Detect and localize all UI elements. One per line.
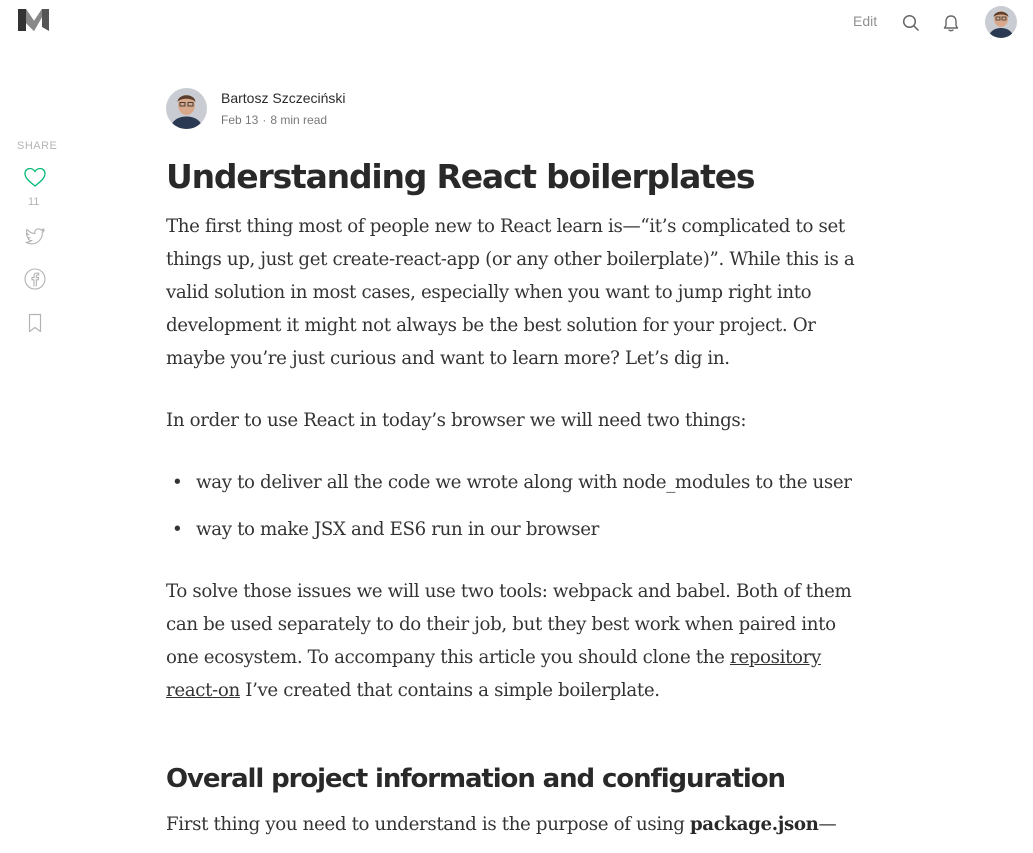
user-avatar[interactable] (985, 6, 1017, 38)
paragraph-line: things up, just get create-react-app (or any other boilerplate)”. While this is a (166, 249, 855, 270)
paragraph-line: In order to use React in today’s browser we will need two things: (166, 410, 747, 431)
search-icon[interactable] (900, 12, 922, 34)
paragraph-line (166, 674, 866, 707)
paragraph-line: The first thing most of people new to React learn is—“it’s complicated to set (166, 216, 845, 237)
paragraph-line: maybe you’re just curious and want to learn more? Let’s dig in. (166, 348, 730, 369)
bullet-marker: • (172, 519, 183, 540)
paragraph-line (166, 808, 866, 841)
paragraph-text: I’ve created that contains a simple boilerplate. (239, 680, 660, 701)
share-label: SHARE (17, 140, 58, 152)
read-time: 8 min read (270, 113, 328, 127)
list-item-text: way to deliver all the code we wrote along with node_modules to the user (196, 472, 852, 493)
package-json-term: package.json (689, 814, 819, 835)
paragraph-package-json (166, 808, 866, 841)
author-avatar[interactable] (166, 88, 207, 129)
bullet-marker: • (172, 472, 183, 493)
paragraph-line (166, 641, 866, 674)
paragraph-text: one ecosystem. To accompany this article you should clone the (166, 647, 730, 668)
twitter-icon[interactable] (23, 224, 47, 248)
article-title: Understanding React boilerplates (166, 157, 755, 196)
paragraph-tools (166, 575, 866, 707)
paragraph-line: valid solution in most cases, especially when you want to jump right into (166, 282, 812, 303)
post-meta (221, 113, 327, 127)
paragraph-text: First thing you need to understand is the purpose of using (166, 814, 690, 835)
repository-link-continued[interactable]: react-on (166, 680, 240, 701)
bell-icon[interactable] (940, 12, 962, 34)
facebook-icon[interactable] (23, 267, 47, 291)
bookmark-icon[interactable] (23, 311, 47, 335)
edit-link[interactable]: Edit (853, 13, 878, 29)
paragraph-requirements (166, 404, 866, 437)
list-item-text: way to make JSX and ES6 run in our browser (196, 519, 600, 540)
repository-link[interactable]: repository (729, 647, 821, 668)
medium-logo-icon[interactable] (17, 7, 50, 33)
like-count[interactable]: 11 (28, 196, 40, 208)
paragraph-line: development it might not always be the best solution for your project. Or (166, 315, 816, 336)
meta-separator: · (262, 113, 267, 127)
section-heading: Overall project information and configuration (166, 764, 785, 794)
paragraph-line: can be used separately to do their job, but they best work when paired into (166, 614, 836, 635)
author-name[interactable]: Bartosz Szczeciński (221, 90, 346, 106)
paragraph-line: To solve those issues we will use two tools: webpack and babel. Both of them (166, 581, 852, 602)
paragraph-intro (166, 210, 866, 375)
top-navigation (0, 0, 1033, 44)
paragraph-text: — (818, 814, 837, 835)
post-date: Feb 13 (221, 113, 259, 127)
heart-icon[interactable] (23, 165, 47, 189)
